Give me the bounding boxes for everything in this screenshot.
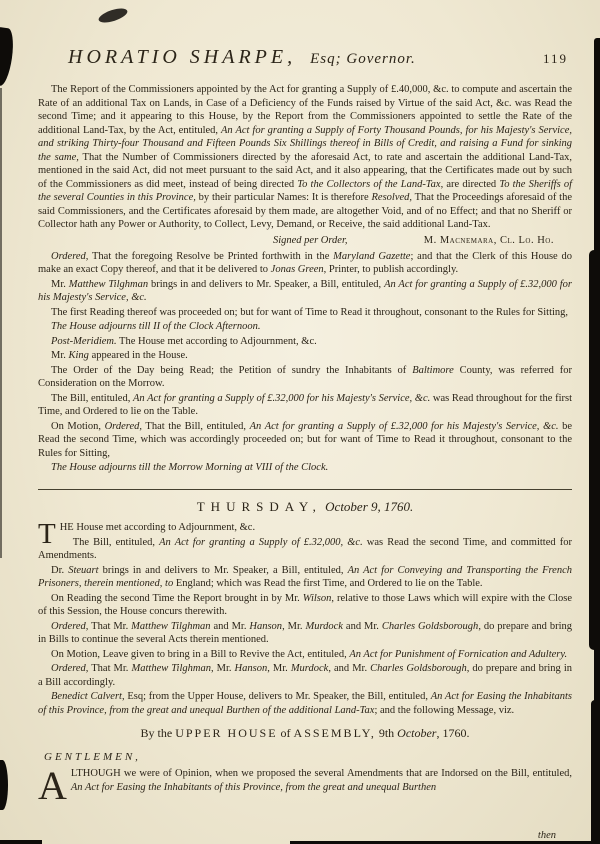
text-segment: , Printer, to publish accordingly. [323, 264, 459, 275]
text-segment: , do prepare and bring in a Bill accordingly. [38, 663, 572, 688]
text-segment: brings in and delivers to Mr. Speaker, a Bill, entituled, [98, 564, 348, 576]
para-commissioners-report [38, 83, 572, 232]
para-although-opinion [38, 763, 572, 808]
text-segment: An Act for granting a Supply of £.32,000 for his Majesty's Service, &c. [249, 420, 559, 432]
text-segment: Charles Goldsborough [370, 663, 467, 674]
scan-artifact-bottom-left [0, 840, 42, 844]
text-segment: Charles Goldsborough [381, 620, 479, 632]
para-ordered-continue-acts [38, 620, 572, 647]
text-segment: and Mr. [342, 620, 382, 632]
para-adjourn-afternoon [38, 320, 572, 334]
text-segment: Murdock [290, 663, 329, 674]
text-segment: The Order of the Day being Read; the Petition of sundry the Inhabitants of [51, 364, 413, 376]
text-segment: That Mr. [88, 663, 132, 674]
page-content [38, 46, 573, 808]
text-segment: The Report of the Commissioners appointed by the Act for granting a Supply of £.40,000, &c. to compute and ascertain the Rate of an additional Tax on Lands, in Case of a Deficiency of the Funds raised by Virtue of the said Act, &c. was Read the second Time; and it appearing to this House, by the Report from the Commissioners appointed to settle the Rate of the additional Land-Tax, by the Act, entituled, [38, 84, 572, 136]
text-segment: and Mr. [210, 620, 250, 632]
para-bill-committed [38, 536, 572, 563]
para-leave-revive-act [38, 648, 572, 662]
text-segment: Matthew Tilghman [131, 663, 211, 674]
heading-upper-house [38, 727, 572, 741]
text-segment: Mr. [51, 350, 69, 361]
text-segment: ; and the following Message, viz. [374, 704, 515, 716]
text-segment: Post-Meridiem. [51, 335, 117, 347]
text-segment: Benedict Calvert [51, 691, 122, 702]
para-first-reading [38, 306, 572, 320]
text-segment: To the Collectors of the Land-Tax, [297, 178, 444, 190]
text-segment: Hanson [249, 620, 283, 632]
text-segment: October [397, 726, 437, 740]
scan-artifact-right-edge-thick [589, 250, 600, 650]
text-segment: Steuart [68, 564, 99, 576]
text-segment: That the foregoing Resolve be Printed forthwith in the [88, 250, 334, 262]
text-segment: LTHOUGH we were of Opinion, when we proposed the several Amendments that are Indorsed on the Bill, entituled, [70, 768, 572, 779]
text-segment: An Act for granting a Supply of £.32,000, &c. [159, 536, 363, 548]
section-divider [38, 489, 572, 490]
text-segment: T [38, 518, 56, 550]
text-segment: On Reading the second Time the Report brought in by Mr. [51, 592, 303, 604]
para-wilson-report [38, 592, 572, 619]
para-order-of-day [38, 364, 572, 391]
text-segment: , relative to those Laws which will expire with the Close of this Session, the House concurs therewith. [38, 592, 572, 617]
para-steuart-bill [38, 564, 572, 591]
text-segment: An Act for granting a Supply of £.32,000 for his Majesty's Service, &c. [132, 392, 431, 404]
scan-artifact-left-line [0, 88, 2, 558]
text-segment: Jonas Green [270, 264, 324, 275]
signature-row [38, 233, 572, 248]
text-segment: 9th [375, 726, 398, 740]
text-segment: October 9, 1760. [321, 498, 414, 514]
text-segment: Ordered, [104, 420, 142, 432]
text-segment: Ordered, [51, 663, 89, 674]
text-segment: was Read the second Time, and committed for Amendments. [38, 536, 572, 561]
text-segment: , do prepare and bring in Bills to continue the several Acts therein mentioned. [38, 620, 572, 645]
heading-thursday [38, 500, 572, 514]
text-segment: The Bill, entituled, [51, 392, 133, 404]
header-group [68, 46, 416, 69]
text-segment: be Read the second Time, which was accordingly proceeded on; but for want of Time to Read it throughout, consonant to the Rules for Sitting, [38, 420, 572, 459]
scan-artifact-right-edge-lower [591, 700, 600, 844]
text-segment: UPPER HOUSE [175, 726, 278, 740]
text-segment: Mr. [51, 278, 69, 290]
text-segment: A [38, 763, 67, 808]
text-segment: THURSDAY, [196, 498, 322, 514]
para-adjourn-morrow [38, 461, 572, 475]
text-segment: County, was referred for Consideration on the Morrow. [38, 364, 572, 389]
text-segment: The House met according to Adjournment, &c. [116, 335, 317, 347]
text-segment: Wilson [302, 592, 332, 604]
governor-title: Esq; Governor. [310, 51, 416, 67]
text-segment: , Mr. [282, 620, 306, 632]
para-ordered-print-resolve [38, 250, 572, 277]
para-ordered-bring-bill [38, 662, 572, 689]
text-segment: was Read throughout for the first Time, and Ordered to lie on the Table. [38, 392, 572, 417]
text-segment: An Act for granting a Supply of £.32,000 for his Majesty's Service, &c. [38, 278, 572, 303]
governor-name: HORATIO SHARPE, [68, 46, 297, 68]
text-segment: An Act for granting a Supply of Forty Thousand Pounds, for his Majesty's Service, and striking Thirty-four Thousand and Fifteen Pounds Six Shillings thereof in Bills of Credit, and raising a Fund for sinking the same, [38, 124, 572, 163]
text-segment: An Act for Conveying and Transporting the French Prisoners, therein mentioned, to [38, 564, 573, 589]
para-tilghman-bill [38, 278, 572, 305]
text-segment: , Mr. [267, 663, 291, 674]
text-segment: The first Reading thereof was proceeded on; but for want of Time to Read it throughout, consonant to the Rules for Sitting, [51, 306, 569, 318]
text-segment: King [68, 350, 89, 361]
text-segment: That Mr. [88, 620, 132, 632]
text-segment: An Act for Easing the Inhabitants of this Province, from the great and unequal Burthen of the additional Land-Tax [38, 691, 572, 716]
scan-artifact-top-left [0, 27, 16, 87]
text-segment: On Motion, [51, 420, 105, 432]
text-segment: appeared in the House. [88, 350, 188, 361]
text-segment: The House adjourns till II of the Clock Afternoon. [51, 321, 261, 332]
text-segment: , and Mr. [328, 663, 371, 674]
text-segment: of [277, 726, 294, 740]
text-segment: To the Sheriffs of the several Counties in this Province, [38, 178, 572, 203]
text-segment: ; and that the Clerk of this House do make an exact Copy thereof, and that it be delivered to [38, 250, 572, 275]
text-segment: GENTLEMEN, [44, 750, 141, 763]
text-segment: Ordered, [51, 250, 89, 262]
text-segment: Resolved, [371, 192, 413, 203]
text-segment: HE House met according to Adjournment, &c. [59, 522, 256, 533]
text-segment: England; which was Read the first Time, and Ordered to lie on the Table. [173, 578, 483, 589]
text-segment: , Esq; from the Upper House, delivers to Mr. Speaker, the Bill, entituled, [121, 691, 431, 702]
text-segment: Ordered, [51, 620, 89, 632]
text-segment: , 1760. [436, 726, 470, 740]
catchword: then [537, 830, 556, 841]
clerk-signature: M. Macnemara, Cl. Lo. Ho. [423, 234, 554, 246]
ink-smudge [97, 6, 129, 26]
page-number: 119 [542, 51, 568, 66]
text-segment: That the Bill, entituled, [142, 420, 250, 432]
signed-per-order-label: Signed per Order, [272, 234, 348, 246]
text-segment: Murdock [305, 620, 343, 632]
para-king-appeared [38, 349, 572, 363]
para-bill-second-time-motion [38, 420, 572, 461]
text-segment: ASSEMBLY, [293, 726, 376, 740]
text-segment: Maryland Gazette [333, 250, 411, 262]
text-segment: That the Number of Commissioners directed by the aforesaid Act, to rate and ascertain the additional Land-Tax, mentioned in the said Act, did not meet pursuant to the said Act, and it also appearing, that the Certificates made out by such of the Commissioners as did meet, instead of being directed [38, 151, 572, 190]
text-segment: By the [140, 726, 176, 740]
scan-artifact-left-blob [0, 760, 8, 810]
para-bill-first-time [38, 392, 572, 419]
page-header [68, 46, 568, 69]
para-calvert-message [38, 690, 572, 717]
text-segment: Matthew Tilghman [68, 278, 149, 290]
text-segment: The Bill, entituled, [72, 536, 160, 548]
text-segment: On Motion, Leave given to bring in a Bill to Revive the Act, entituled, [51, 648, 350, 660]
text-segment: Dr. [51, 564, 69, 576]
text-segment: are directed [443, 178, 500, 190]
para-post-meridiem [38, 335, 572, 349]
dropcap-block-thursday [38, 518, 572, 563]
text-segment: An Act for Punishment of Fornication and Adultery. [349, 648, 568, 660]
text-segment: brings in and delivers to Mr. Speaker, a Bill, entituled, [148, 278, 385, 290]
text-segment: , Mr. [210, 663, 235, 674]
text-segment: by their particular Names: It is therefore [195, 192, 372, 203]
text-segment: An Act for Easing the Inhabitants of this Province, from the great and unequal Burthen [70, 781, 437, 793]
text-segment: Matthew Tilghman [131, 620, 211, 632]
text-segment: That the Proceedings aforesaid of the said Commissioners, and the Certificates aforesaid by them made, are altogether Void, and of no Effect; and that no Sheriff or Collector hath any Power or Authority, to Collect, Levy, Demand, or Receive, the said additional Land-Tax. [38, 192, 572, 230]
text-segment: Hanson [234, 663, 268, 674]
text-segment: The House adjourns till the Morrow Morning at VIII of the Clock. [51, 462, 329, 473]
salutation-gentlemen [44, 751, 572, 765]
text-segment: Baltimore [412, 364, 454, 376]
